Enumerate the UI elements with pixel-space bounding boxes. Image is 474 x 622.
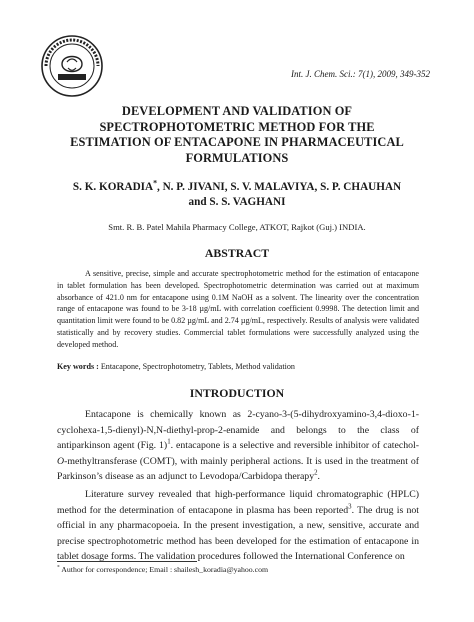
abstract-text: A sensitive, precise, simple and accurate spectrophotometric method for the estimation of entacapone in tablet formulation has been developed. Spectrophotometric determination was carried out at maximum absorbance of 421.0 nm for entacapone using 0.1M NaOH as a solvent. The linearity over the concentration range of entacapone was found to be 3-18 µg/mL with correlation coefficient 0.9998. The detection limit and quantitation limit were found to be 0.82 µg/mL and 2.74 µg/mL, respectively. Results of analysis were validated statistically and by recovery studies. Commercial tablet formulations were successfully analyzed using the developed method. bbox=[57, 269, 419, 349]
citation[interactable]: 2 bbox=[314, 470, 318, 478]
footnote-text: Author for correspondence; Email : shailesh_koradia@yahoo.com bbox=[59, 565, 269, 574]
citation[interactable]: 3 bbox=[348, 503, 352, 511]
keywords-text: Entacapone, Spectrophotometry, Tablets, Method validation bbox=[98, 362, 295, 371]
title-line: SPECTROPHOTOMETRIC METHOD FOR THE bbox=[99, 119, 375, 134]
footnote-mark: * bbox=[57, 564, 60, 571]
text: . bbox=[317, 471, 320, 483]
journal-reference: Int. J. Chem. Sci.: 7(1), 2009, 349-352 bbox=[291, 69, 430, 79]
title-line: DEVELOPMENT AND VALIDATION OF bbox=[121, 104, 353, 118]
text: Entacapone is chemically known as 2-cyano-3-(5-dihydroxyamino-3,4-dioxo-1-cyclohexa-1,5-dienyl)-N,N-diethyl-prop-2-enamide and belongs to the class of antiparkinson agent (Fig. 1) bbox=[57, 409, 419, 452]
author-list bbox=[40, 180, 434, 209]
author-name: S. K. KORADIA bbox=[72, 181, 154, 193]
affiliation: Smt. R. B. Patel Mahila Pharmacy College, ATKOT, Rajkot (Guj.) INDIA. bbox=[108, 222, 366, 232]
publisher-seal-logo bbox=[40, 34, 104, 98]
keywords bbox=[57, 362, 419, 371]
footnote-divider bbox=[57, 561, 197, 562]
author-names: , N. P. JIVANI, S. V. MALAVIYA, S. P. CHAUHAN bbox=[157, 181, 402, 193]
paper-title bbox=[40, 104, 434, 166]
text-italic: O bbox=[57, 455, 65, 467]
author-names: and S. S. VAGHANI bbox=[188, 195, 286, 208]
corresponding-author-mark: * bbox=[153, 178, 157, 188]
text: . entacapone is a selective and reversible inhibitor of catechol- bbox=[170, 440, 419, 452]
intro-paragraph-1 bbox=[57, 407, 419, 485]
text: Literature survey revealed that high-performance liquid chromatographic (HPLC) method for the determination of entacapone in plasma has been reported bbox=[57, 489, 419, 516]
abstract-heading: ABSTRACT bbox=[204, 246, 270, 260]
title-line: FORMULATIONS bbox=[185, 150, 289, 165]
title-line: ESTIMATION OF ENTACAPONE IN PHARMACEUTICAL bbox=[70, 135, 404, 149]
text: -methyltransferase (COMT), with mainly peripheral actions. It is used in the treatment of Parkinson’s disease as an adjunct to Levodopa/Carbidopa therapy bbox=[57, 455, 419, 483]
footnote bbox=[57, 565, 268, 574]
intro-paragraph-2 bbox=[57, 487, 419, 565]
citation[interactable]: 1 bbox=[167, 438, 171, 446]
introduction-heading: INTRODUCTION bbox=[189, 386, 285, 400]
text: . The drug is not official in any pharmacopoeia. In the present investigation, a new, sensitive, accurate and precise spectrophotometric method has been developed for the estimation of entacapone in tablet dosage forms. The validation procedures followed the International Conference on bbox=[57, 504, 420, 563]
keywords-label: Key words : bbox=[57, 362, 99, 371]
